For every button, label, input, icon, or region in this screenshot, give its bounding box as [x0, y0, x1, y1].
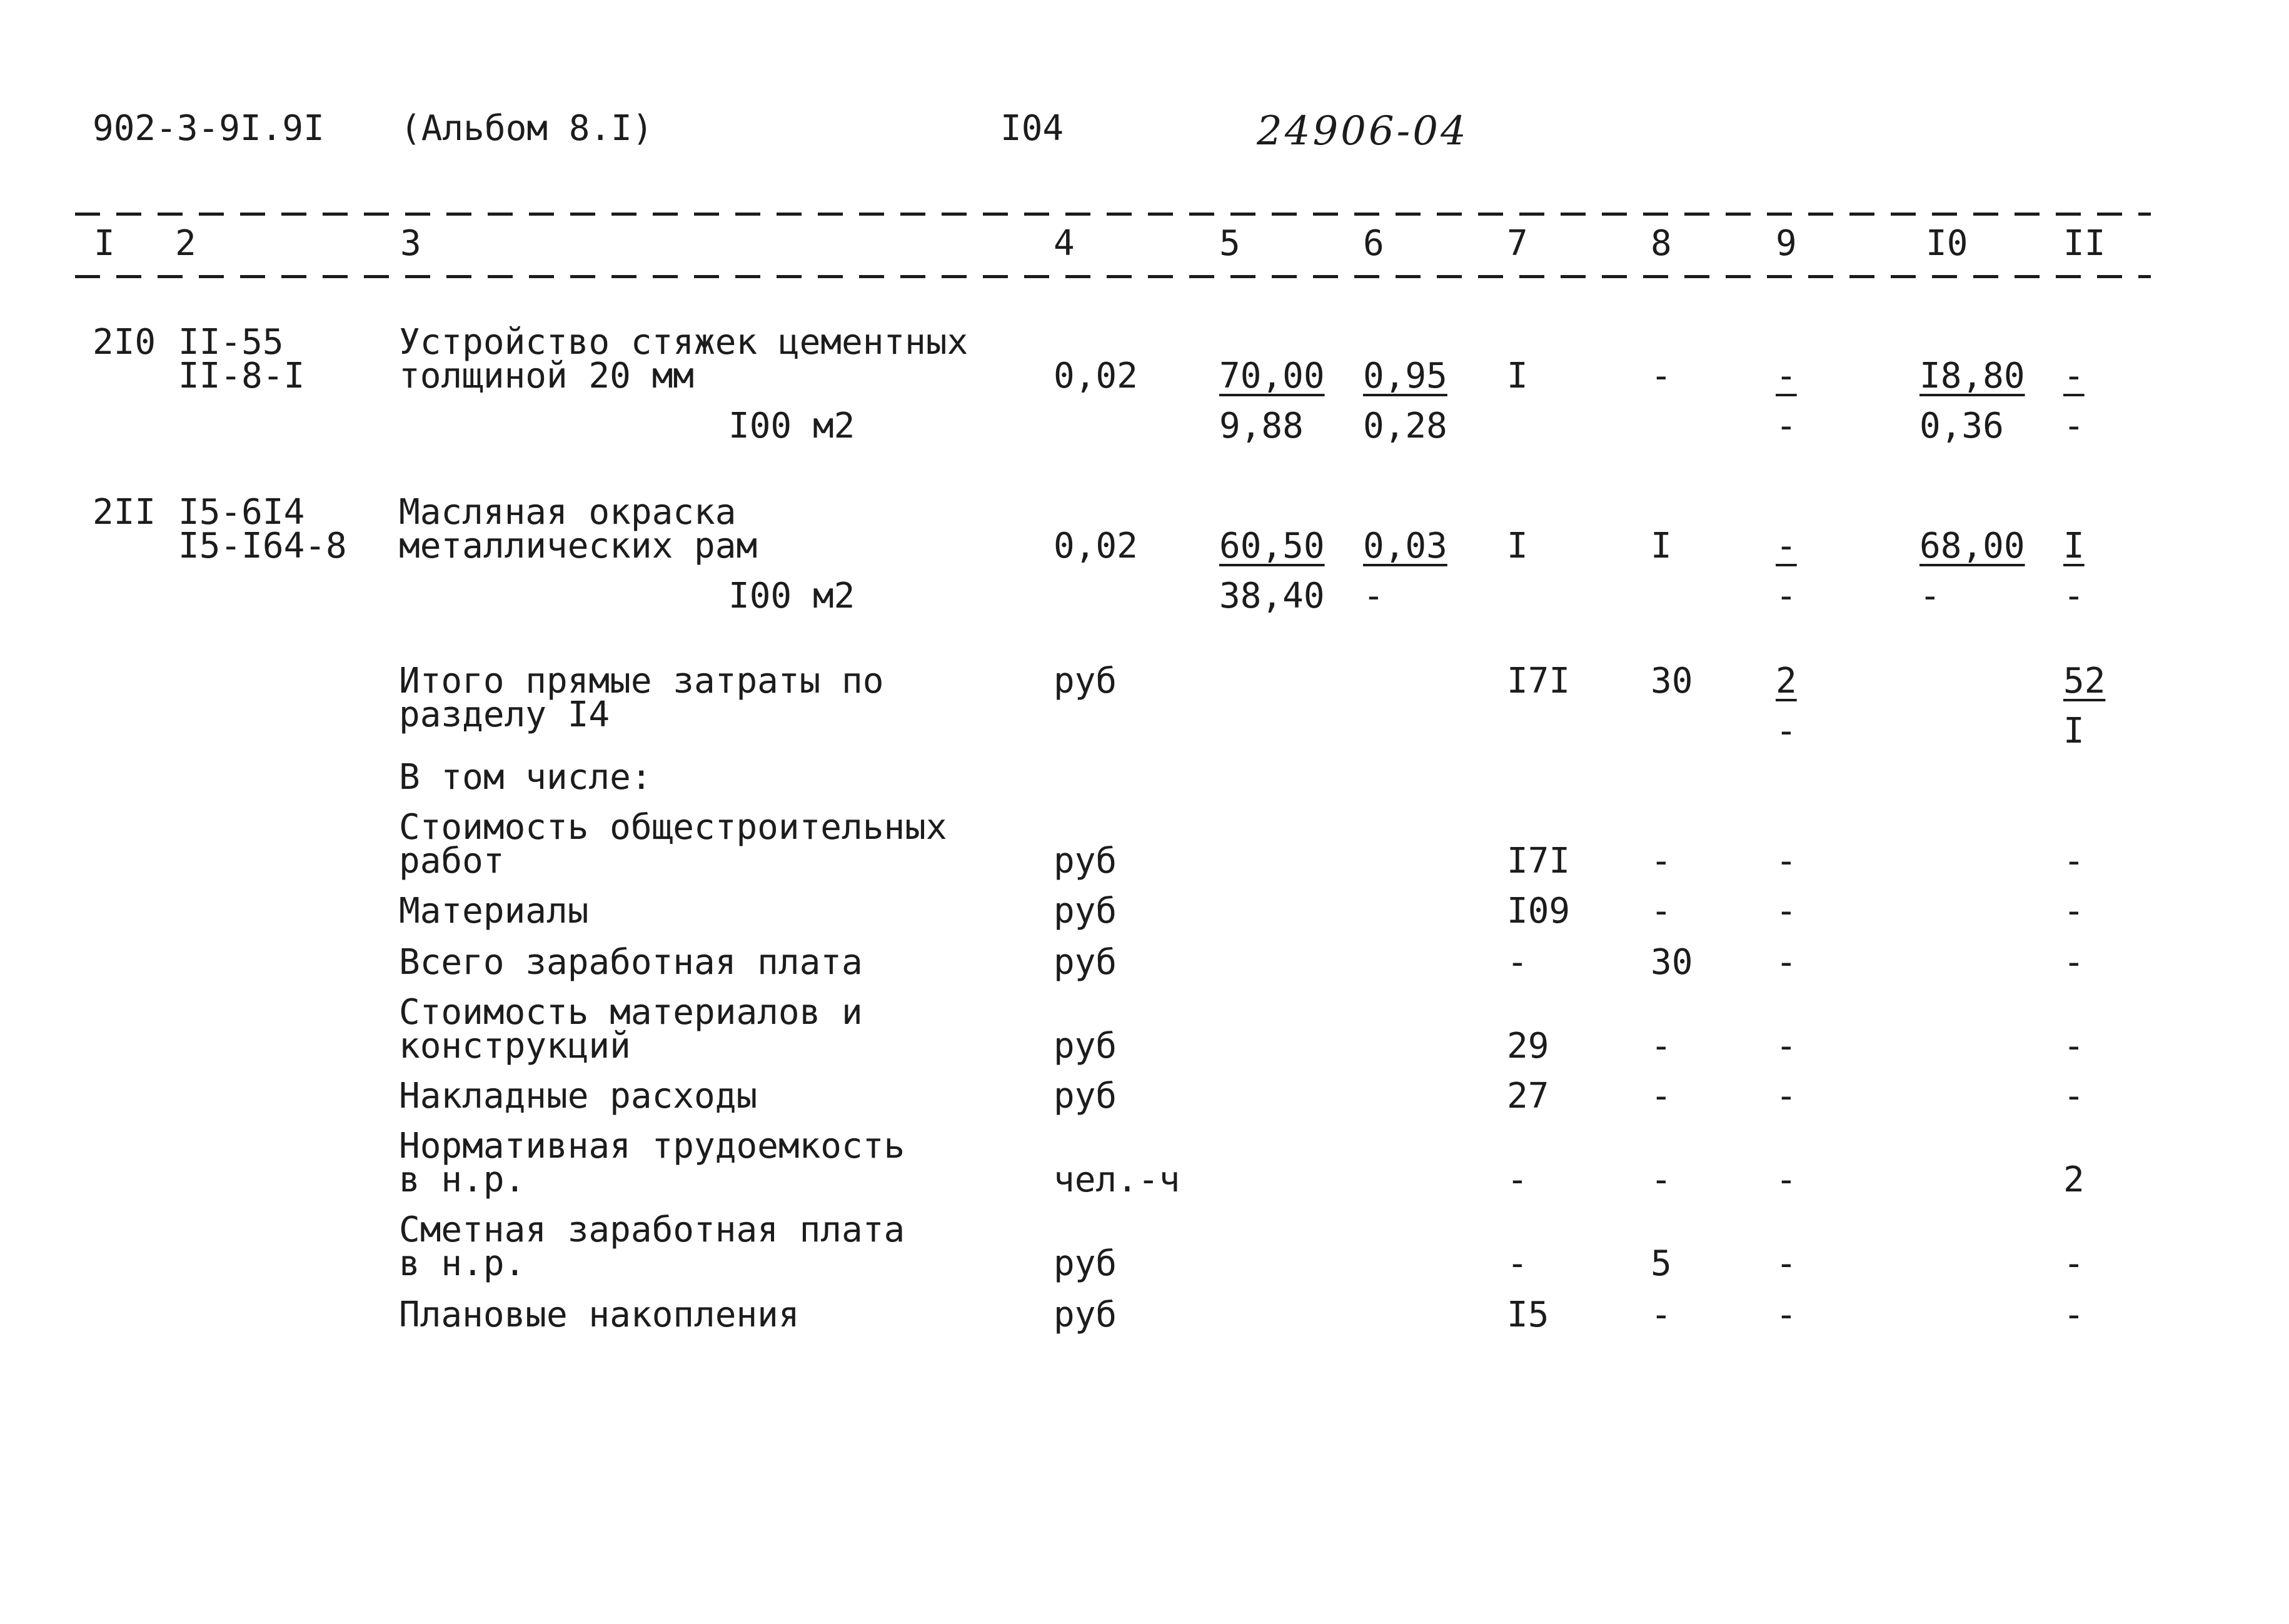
- breakdown-col11: -: [2063, 1243, 2085, 1284]
- breakdown-col9: -: [1776, 1160, 1797, 1200]
- breakdown-label: Стоимость общестроительных: [399, 807, 947, 848]
- row-quantity: 0,02: [1054, 526, 1138, 566]
- header-rule-bottom: [75, 275, 2151, 278]
- breakdown-col9: -: [1776, 841, 1797, 881]
- album-label: (Альбом 8.I): [400, 108, 653, 149]
- breakdown-label: в н.р.: [399, 1160, 526, 1200]
- row-code: I5-I64-8: [178, 526, 347, 566]
- row-col6-bottom: -: [1363, 576, 1384, 616]
- row-col7: I: [1507, 526, 1528, 566]
- column-header-6: 6: [1363, 223, 1384, 264]
- breakdown-col9: -: [1776, 1026, 1797, 1066]
- row-col7: I: [1507, 356, 1528, 396]
- row-col11-top: -: [2063, 356, 2085, 396]
- breakdown-col11: -: [2063, 1295, 2085, 1335]
- breakdown-col8: -: [1651, 1026, 1672, 1066]
- breakdown-unit: руб: [1054, 1295, 1117, 1335]
- total-col9-bottom: -: [1776, 711, 1797, 751]
- breakdown-label: Материалы: [399, 891, 589, 931]
- breakdown-label: Сметная заработная плата: [399, 1210, 905, 1250]
- row-col5-top: 60,50: [1219, 526, 1325, 566]
- row-col6-top: 0,95: [1363, 356, 1447, 396]
- breakdown-col8: 5: [1651, 1243, 1672, 1284]
- row-quantity: 0,02: [1054, 356, 1138, 396]
- row-col11-top: I: [2063, 526, 2085, 566]
- row-description: Устройство стяжек цементных: [399, 322, 968, 363]
- row-col9-bottom: -: [1776, 576, 1797, 616]
- breakdown-unit: руб: [1054, 1243, 1117, 1284]
- column-header-4: 4: [1054, 223, 1075, 264]
- total-label: разделу I4: [399, 694, 610, 735]
- column-header-8: 8: [1651, 223, 1672, 264]
- row-col5-bottom: 9,88: [1219, 406, 1304, 446]
- breakdown-unit: руб: [1054, 841, 1117, 881]
- breakdown-col8: -: [1651, 1076, 1672, 1116]
- total-col7: I7I: [1507, 661, 1571, 701]
- total-col11-bottom: I: [2063, 711, 2085, 751]
- breakdown-col8: 30: [1651, 942, 1693, 983]
- row-col9-top: -: [1776, 526, 1797, 566]
- document-code: 902-3-9I.9I: [93, 108, 324, 149]
- column-header-7: 7: [1507, 223, 1528, 264]
- total-col11-top: 52: [2063, 661, 2106, 701]
- total-unit: руб: [1054, 661, 1117, 701]
- column-header-10: I0: [1926, 223, 1968, 264]
- total-col8: 30: [1651, 661, 1693, 701]
- breakdown-label: конструкций: [399, 1026, 631, 1066]
- breakdown-col7: -: [1507, 1243, 1528, 1284]
- breakdown-label: Стоимость материалов и: [399, 992, 863, 1033]
- breakdown-col7: -: [1507, 1160, 1528, 1200]
- breakdown-label: Всего заработная плата: [399, 942, 863, 983]
- breakdown-unit: руб: [1054, 1076, 1117, 1116]
- breakdown-label: Плановые накопления: [399, 1295, 800, 1335]
- breakdown-col9: -: [1776, 1243, 1797, 1284]
- page-number: I04: [1000, 108, 1064, 149]
- column-header-1: I: [94, 223, 115, 264]
- breakdown-col7: 29: [1507, 1026, 1549, 1066]
- breakdown-unit: руб: [1054, 1026, 1117, 1066]
- breakdown-col9: -: [1776, 942, 1797, 983]
- column-header-2: 2: [175, 223, 196, 264]
- breakdown-col7: -: [1507, 942, 1528, 983]
- row-description: Масляная окраска: [399, 492, 737, 533]
- row-col5-bottom: 38,40: [1219, 576, 1325, 616]
- breakdown-col11: -: [2063, 891, 2085, 931]
- breakdown-label: Накладные расходы: [399, 1076, 758, 1116]
- breakdown-col11: -: [2063, 1026, 2085, 1066]
- row-col10-bottom: 0,36: [1919, 406, 2004, 446]
- breakdown-label: Нормативная трудоемкость: [399, 1126, 905, 1166]
- header-rule-top: [75, 213, 2151, 216]
- row-col8: I: [1651, 526, 1672, 566]
- row-col5-top: 70,00: [1219, 356, 1325, 396]
- row-number: 2II: [93, 492, 156, 533]
- row-number: 2I0: [93, 322, 156, 363]
- breakdown-unit: руб: [1054, 891, 1117, 931]
- row-col6-bottom: 0,28: [1363, 406, 1447, 446]
- row-col10-top: 68,00: [1919, 526, 2025, 566]
- including-label: В том числе:: [399, 757, 652, 798]
- breakdown-col9: -: [1776, 1295, 1797, 1335]
- breakdown-unit: руб: [1054, 942, 1117, 983]
- row-col6-top: 0,03: [1363, 526, 1447, 566]
- breakdown-unit: чел.-ч: [1054, 1160, 1180, 1200]
- handwritten-number: 24906-04: [1257, 108, 1469, 154]
- breakdown-col8: -: [1651, 1295, 1672, 1335]
- breakdown-label: в н.р.: [399, 1243, 526, 1284]
- breakdown-col7: I7I: [1507, 841, 1571, 881]
- row-description: металлических рам: [399, 526, 758, 566]
- breakdown-label: работ: [399, 841, 505, 881]
- row-col9-top: -: [1776, 356, 1797, 396]
- breakdown-col8: -: [1651, 891, 1672, 931]
- breakdown-col11: -: [2063, 1076, 2085, 1116]
- row-code: II-55: [178, 322, 284, 363]
- row-col8: -: [1651, 356, 1672, 396]
- column-header-5: 5: [1219, 223, 1240, 264]
- breakdown-col7: I09: [1507, 891, 1571, 931]
- row-unit: I00 м2: [728, 406, 855, 446]
- column-header-9: 9: [1776, 223, 1797, 264]
- breakdown-col11: -: [2063, 942, 2085, 983]
- row-unit: I00 м2: [728, 576, 855, 616]
- column-header-3: 3: [400, 223, 421, 264]
- row-col11-bottom: -: [2063, 406, 2085, 446]
- row-col10-bottom: -: [1919, 576, 1941, 616]
- breakdown-col9: -: [1776, 1076, 1797, 1116]
- breakdown-col7: I5: [1507, 1295, 1549, 1335]
- breakdown-col11: 2: [2063, 1160, 2085, 1200]
- row-code: II-8-I: [178, 356, 305, 396]
- column-header-11: II: [2063, 223, 2106, 264]
- row-col10-top: I8,80: [1919, 356, 2025, 396]
- row-code: I5-6I4: [178, 492, 305, 533]
- row-col9-bottom: -: [1776, 406, 1797, 446]
- breakdown-col8: -: [1651, 841, 1672, 881]
- total-col9-top: 2: [1776, 661, 1797, 701]
- total-label: Итого прямые затраты по: [399, 661, 884, 701]
- breakdown-col7: 27: [1507, 1076, 1549, 1116]
- row-col11-bottom: -: [2063, 576, 2085, 616]
- breakdown-col9: -: [1776, 891, 1797, 931]
- breakdown-col11: -: [2063, 841, 2085, 881]
- row-description: толщиной 20 мм: [399, 356, 695, 396]
- breakdown-col8: -: [1651, 1160, 1672, 1200]
